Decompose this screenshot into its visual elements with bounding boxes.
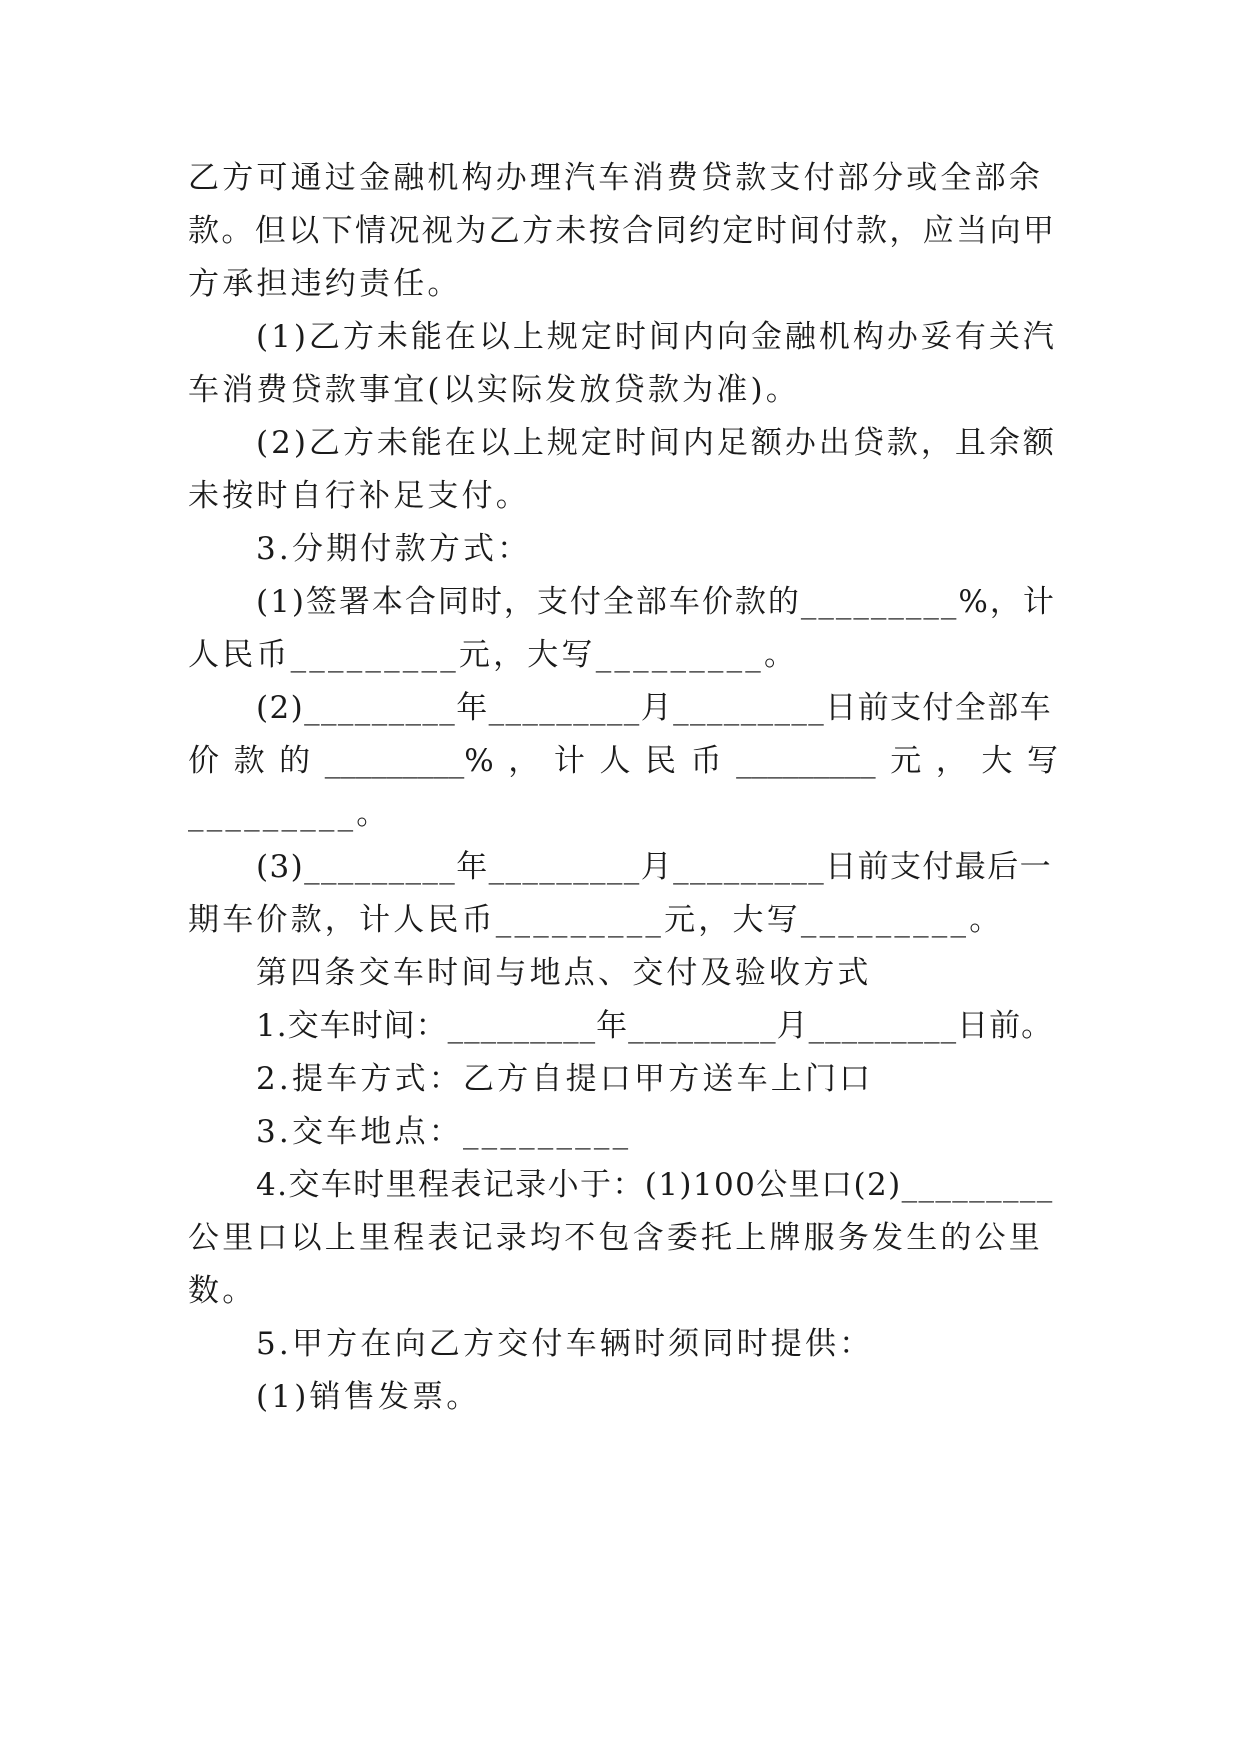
paragraph-line: (3)_________年_________月_________日前支付最后一	[256, 849, 1053, 885]
justified-token: 计	[553, 743, 585, 779]
paragraph-line: 2.提车方式：乙方自提口甲方送车上门口	[256, 1061, 874, 1097]
justified-token: 人	[599, 743, 631, 779]
justified-token: 民	[645, 743, 677, 779]
paragraph-line: (1)乙方未能在以上规定时间内向金融机构办妥有关汽	[256, 319, 1057, 355]
justified-token: _________	[736, 743, 876, 779]
justified-token: _________%	[324, 743, 494, 779]
section-heading: 第四条交车时间与地点、交付及验收方式	[256, 955, 872, 991]
paragraph-line: _________。	[188, 796, 391, 832]
paragraph-line: (1)销售发票。	[256, 1379, 481, 1415]
justified-token: ，	[935, 743, 967, 779]
paragraph-line: 未按时自行补足支付。	[188, 478, 530, 514]
justified-token: 元	[890, 743, 922, 779]
paragraph-line: 3.分期付款方式：	[256, 531, 532, 567]
paragraph-line: 期车价款，计人民币_________元，大写_________。	[188, 902, 1004, 938]
justified-token: 价	[188, 743, 219, 779]
paragraph-line: 公里口以上里程表记录均不包含委托上牌服务发生的公里	[188, 1220, 1043, 1256]
paragraph-line: (1)签署本合同时，支付全部车价款的_________%，计	[256, 584, 1056, 620]
justified-token: 款	[233, 743, 265, 779]
justified-token: ，	[508, 743, 540, 779]
paragraph-line: 数。	[188, 1273, 257, 1309]
paragraph-line: 1.交车时间：_________年_________月_________日前。	[256, 1008, 1054, 1044]
paragraph-line: (2)乙方未能在以上规定时间内足额办出贷款，且余额	[256, 425, 1057, 461]
paragraph-line: 3.交车地点：_________	[256, 1114, 632, 1150]
justified-line	[188, 741, 1058, 781]
paragraph-line: (2)_________年_________月_________日前支付全部车	[256, 690, 1053, 726]
justified-token: 币	[690, 743, 722, 779]
paragraph-line: 乙方可通过金融机构办理汽车消费贷款支付部分或全部余	[188, 160, 1043, 196]
paragraph-line: 人民币_________元，大写_________。	[188, 637, 799, 673]
justified-token: 写	[1026, 743, 1058, 779]
paragraph-line: 车消费贷款事宜(以实际发放贷款为准)。	[188, 372, 800, 408]
paragraph-line: 5.甲方在向乙方交付车辆时须同时提供：	[256, 1326, 874, 1362]
justified-token: 的	[279, 743, 311, 779]
paragraph-line: 方承担违约责任。	[188, 266, 462, 302]
justified-token: 大	[981, 743, 1013, 779]
paragraph-line: 款。但以下情况视为乙方未按合同约定时间付款，应当向甲	[188, 213, 1057, 249]
paragraph-line: 4.交车时里程表记录小于：(1)100公里口(2)_________	[256, 1167, 1054, 1203]
